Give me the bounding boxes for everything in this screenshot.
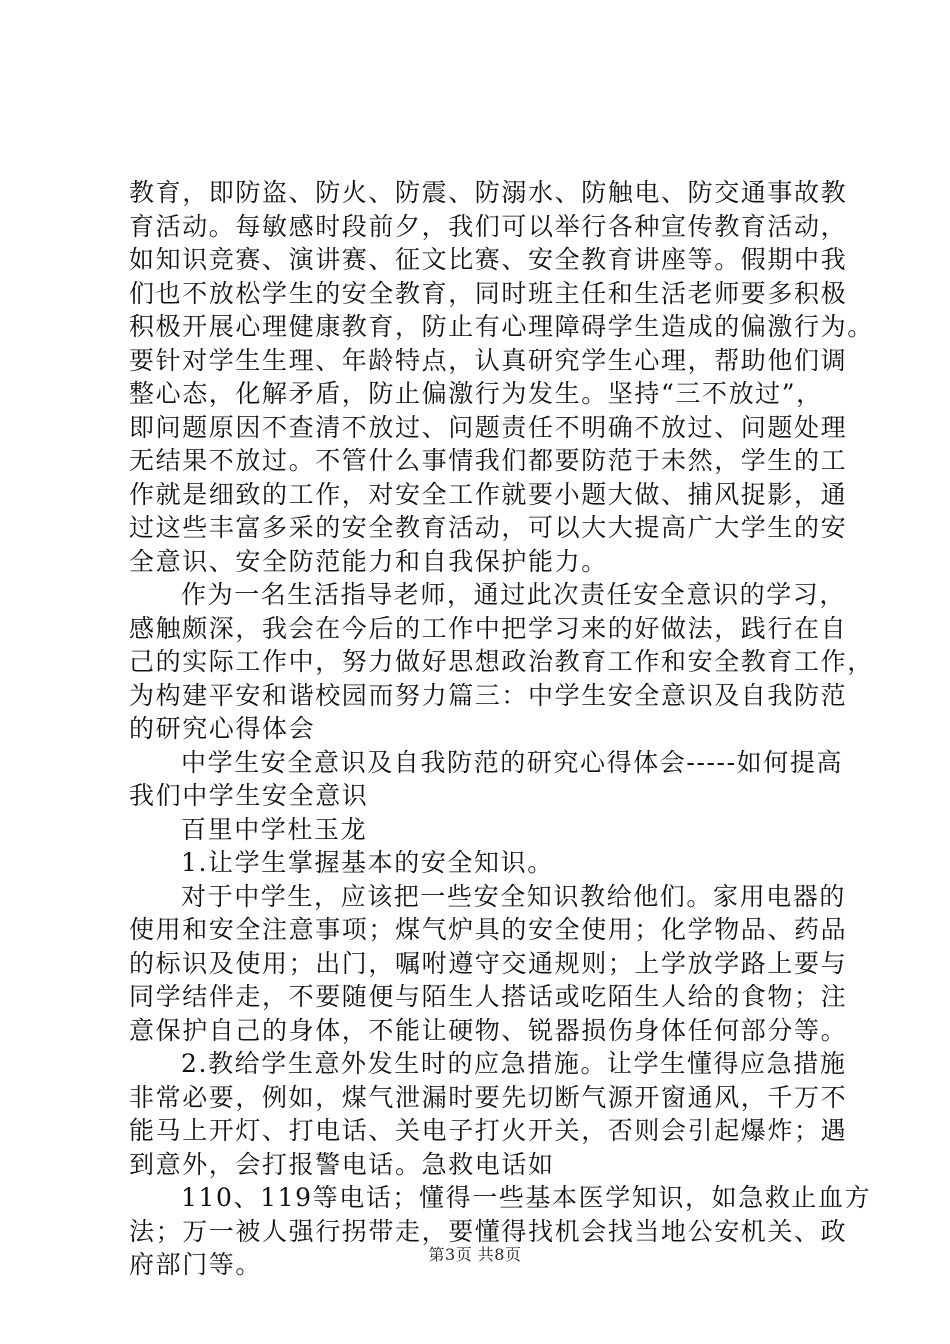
paragraph-start-line: 作为一名生活指导老师，通过此次责任安全意识的学习，	[181, 580, 847, 609]
text-line: 全意识、安全防范能力和自我保护能力。	[129, 546, 608, 576]
text-line: 到意外，会打报警电话。急救电话如	[129, 1149, 555, 1179]
text-line: 即问题原因不查清不放过、问题责任不明确不放过、问题处理	[129, 412, 848, 442]
text-line: 们也不放松学生的安全教育，同时班主任和生活老师要多积极	[129, 278, 848, 308]
paragraph-start-line: 110、119等电话；懂得一些基本医学知识，如急救止血方	[181, 1183, 872, 1212]
text-line: 感触颇深，我会在今后的工作中把学习来的好做法，践行在自	[129, 613, 848, 643]
text-line: 意保护自己的身体，不能让硬物、锐器损伤身体任何部分等。	[129, 1015, 848, 1045]
paragraph-start-line: 对于中学生，应该把一些安全知识教给他们。家用电器的	[181, 881, 847, 911]
section-title-line: 我们中学生安全意识	[129, 781, 369, 810]
text-line: 同学结伴走，不要随便与陌生人搭话或吃陌生人给的食物；注	[129, 982, 848, 1011]
text-line: 的标识及使用；出门，嘱咐遵守交通规则；上学放学路上要与	[129, 948, 848, 978]
text-line: 如知识竞赛、演讲赛、征文比赛、安全教育讲座等。假期中我	[129, 245, 848, 274]
text-line: 的研究心得体会	[129, 714, 316, 743]
text-line: 要针对学生生理、年龄特点，认真研究学生心理，帮助他们调	[129, 345, 848, 375]
author-line: 百里中学杜玉龙	[181, 814, 368, 844]
text-line: 非常必要，例如，煤气泄漏时要先切断气源开窗通风，千万不	[129, 1082, 848, 1112]
text-line: 积极开展心理健康教育，防止有心理障碍学生造成的偏激行为。	[129, 312, 874, 341]
text-line: 府部门等。	[129, 1250, 263, 1279]
text-line: 育活动。每敏感时段前夕，我们可以举行各种宣传教育活动，	[129, 211, 848, 241]
section-title-line: 中学生安全意识及自我防范的研究心得体会-----如何提高	[181, 747, 844, 777]
text-line: 过这些丰富多采的安全教育活动，可以大大提高广大学生的安	[129, 513, 848, 542]
text-line: 为构建平安和谐校园而努力篇三：中学生安全意识及自我防范	[129, 680, 848, 710]
text-line: 法；万一被人强行拐带走，要懂得找机会找当地公安机关、政	[129, 1216, 848, 1246]
text-line: 整心态，化解矛盾，防止偏激行为发生。坚持“三不放过”，	[129, 379, 823, 408]
document-body	[129, 176, 874, 1282]
text-line: 己的实际工作中，努力做好思想政治教育工作和安全教育工作，	[129, 647, 874, 676]
text-line: 作就是细致的工作，对安全工作就要小题大做、捕风捉影，通	[129, 479, 848, 509]
text-line: 能马上开灯、打电话、关电子打火开关，否则会引起爆炸；遇	[129, 1116, 848, 1145]
text-line: 使用和安全注意事项；煤气炉具的安全使用；化学物品、药品	[129, 915, 848, 944]
list-heading-line: 2.教给学生意外发生时的应急措施。让学生懂得应急措施	[181, 1049, 847, 1078]
text-line: 无结果不放过。不管什么事情我们都要防范于未然，学生的工	[129, 446, 848, 475]
list-heading-line: 1.让学生掌握基本的安全知识。	[181, 848, 554, 877]
text-line: 教育，即防盗、防火、防震、防溺水、防触电、防交通事故教	[129, 178, 848, 207]
page-number-footer: 第3页 共8页	[428, 1245, 522, 1264]
